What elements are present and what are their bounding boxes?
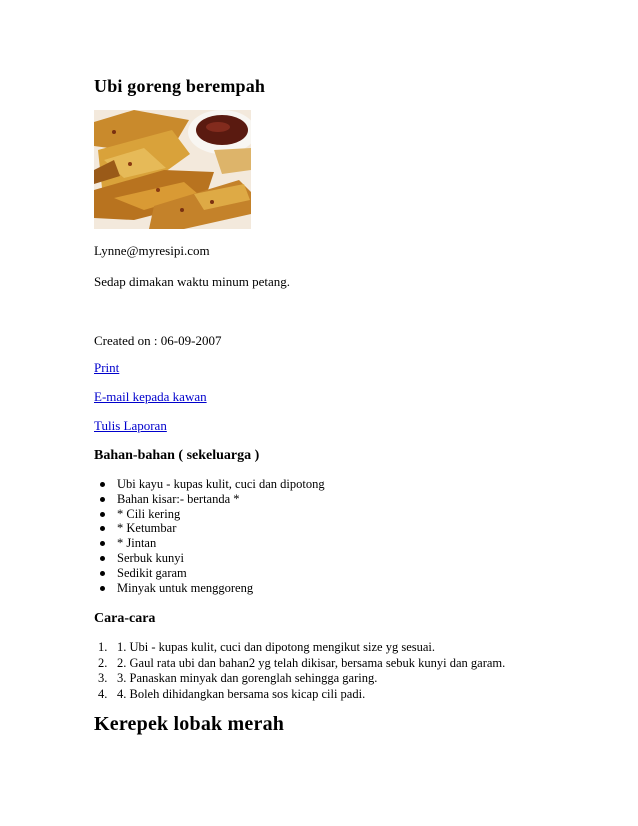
created-date: Created on : 06-09-2007 — [94, 333, 222, 348]
next-recipe-title: Kerepek lobak merah — [94, 713, 285, 735]
bullet-icon — [100, 482, 105, 487]
report-link[interactable]: Tulis Laporan — [94, 418, 167, 433]
list-item: * Ketumbar — [94, 521, 325, 536]
bullet-icon — [100, 556, 105, 561]
bullet-icon — [100, 541, 105, 546]
bullet-icon — [100, 586, 105, 591]
ingredients-list — [94, 477, 325, 595]
steps-heading: Cara-cara — [94, 611, 156, 626]
print-link[interactable]: Print — [94, 360, 120, 375]
email-friend-link[interactable]: E-mail kepada kawan — [94, 389, 207, 404]
list-item: Bahan kisar:- bertanda * — [94, 492, 325, 507]
bullet-icon — [100, 512, 105, 517]
recipe-title: Ubi goreng berempah — [94, 76, 266, 96]
list-item: Serbuk kunyi — [94, 551, 325, 566]
steps-list — [94, 640, 505, 702]
list-item: 4. 4. Boleh dihidangkan bersama sos kicap cili padi. — [98, 686, 366, 701]
ingredients-heading: Bahan-bahan ( sekeluarga ) — [94, 448, 260, 463]
recipe-description: Sedap dimakan waktu minum petang. — [94, 274, 291, 289]
list-item: Sedikit garam — [94, 566, 325, 581]
list-item: 1. 1. Ubi - kupas kulit, cuci dan dipotong mengikut size yg sesuai. — [98, 640, 436, 654]
list-item: Minyak untuk menggoreng — [94, 581, 325, 596]
list-item: 2. 2. Gaul rata ubi dan bahan2 yg telah dikisar, bersama sebuk kunyi dan garam. — [98, 655, 506, 670]
bullet-icon — [100, 497, 105, 502]
list-item: * Jintan — [94, 536, 325, 551]
author-email: Lynne@myresipi.com — [94, 243, 210, 258]
bullet-icon — [100, 571, 105, 576]
recipe-photo — [94, 110, 251, 229]
list-item: 3. 3. Panaskan minyak dan gorenglah sehingga garing. — [98, 671, 378, 685]
bullet-icon — [100, 526, 105, 531]
list-item: Ubi kayu - kupas kulit, cuci dan dipotong — [94, 477, 325, 492]
list-item: * Cili kering — [94, 507, 325, 522]
